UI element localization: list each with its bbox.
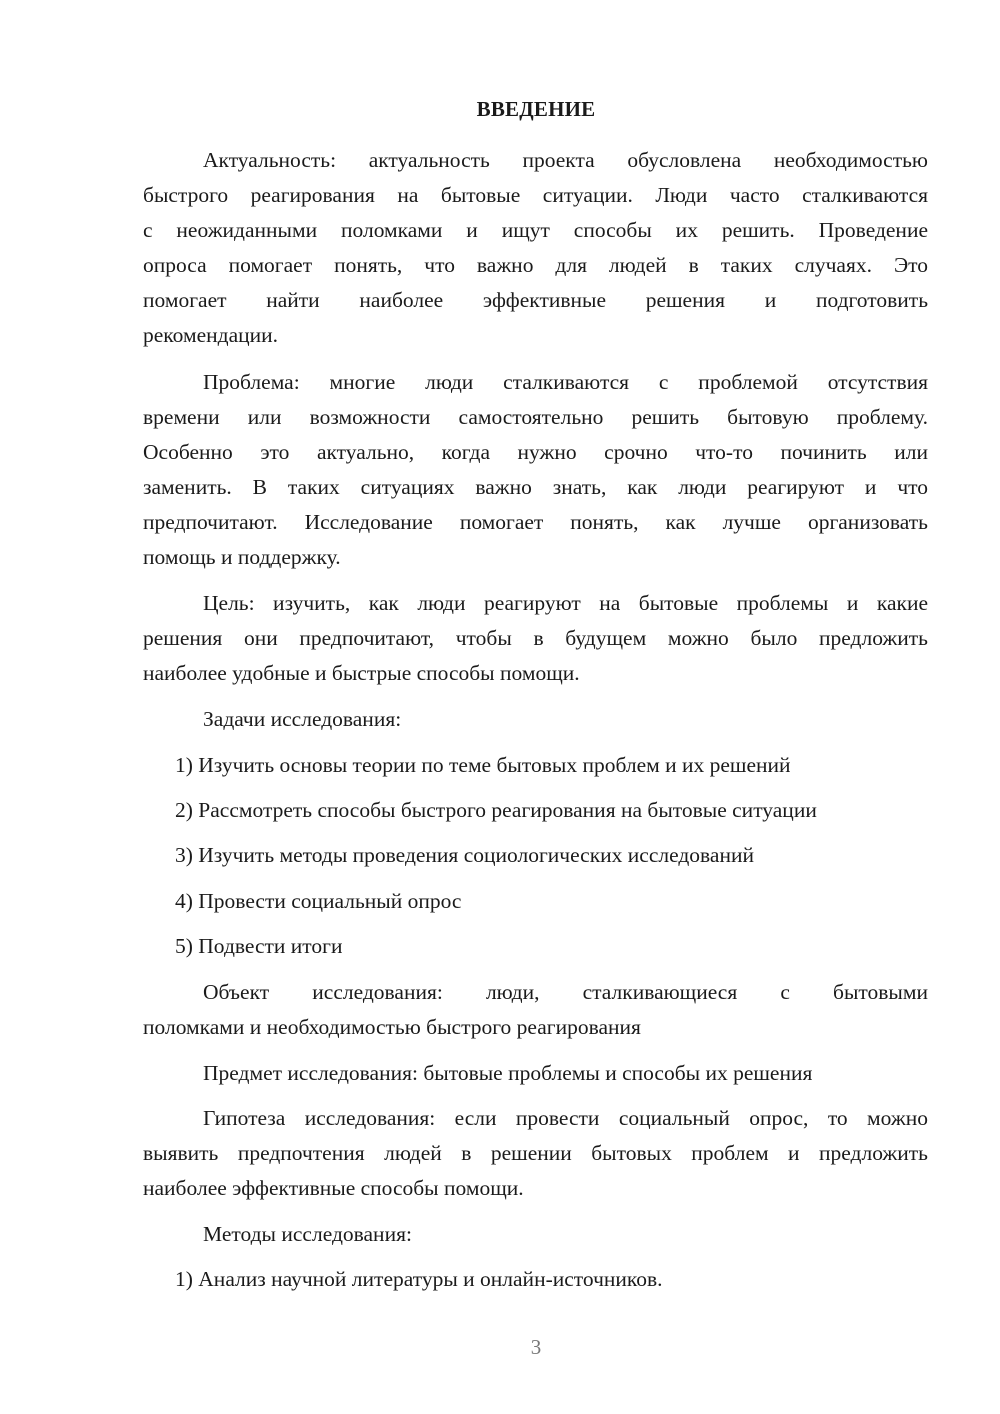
subject-paragraph: Предмет исследования: бытовые проблемы и способы их решения — [203, 1061, 813, 1085]
paragraph-line: Проблема: многие люди сталкиваются с проблемой отсутствия — [203, 370, 928, 394]
paragraph-line: поломками и необходимостью быстрого реагирования — [143, 1015, 641, 1039]
paragraph-line: помогает найти наиболее эффективные решения и подготовить — [143, 288, 928, 312]
task-item: 1) Изучить основы теории по теме бытовых проблем и их решений — [175, 753, 791, 777]
paragraph-line: помощь и поддержку. — [143, 545, 341, 569]
paragraph-line: предпочитают. Исследование помогает понять, как лучше организовать — [143, 510, 928, 534]
tasks-heading: Задачи исследования: — [203, 707, 402, 731]
paragraph-line: решения они предпочитают, чтобы в будущем можно было предложить — [143, 626, 928, 650]
paragraph-line: Актуальность: актуальность проекта обусловлена необходимостью — [203, 148, 928, 172]
paragraph-line: наиболее эффективные способы помощи. — [143, 1176, 524, 1200]
paragraph-line: Особенно это актуально, когда нужно срочно что-то починить или — [143, 440, 928, 464]
paragraph-line: выявить предпочтения людей в решении бытовых проблем и предложить — [143, 1141, 928, 1165]
task-item: 4) Провести социальный опрос — [175, 889, 462, 913]
paragraph-line: с неожиданными поломками и ищут способы их решить. Проведение — [143, 218, 928, 242]
task-item: 5) Подвести итоги — [175, 934, 343, 958]
paragraph-line: Объект исследования: люди, сталкивающиеся с бытовыми — [203, 980, 928, 1004]
paragraph-line: рекомендации. — [143, 323, 279, 347]
paragraph-line: быстрого реагирования на бытовые ситуации. Люди часто сталкиваются — [143, 183, 928, 207]
paragraph-line: заменить. В таких ситуациях важно знать, как люди реагируют и что — [143, 475, 928, 499]
task-item: 3) Изучить методы проведения социологических исследований — [175, 843, 754, 867]
page-number: 3 — [530, 1335, 542, 1359]
paragraph-line: Цель: изучить, как люди реагируют на бытовые проблемы и какие — [203, 591, 928, 615]
methods-heading: Методы исследования: — [203, 1222, 412, 1246]
section-title: ВВЕДЕНИЕ — [476, 97, 596, 121]
method-item: 1) Анализ научной литературы и онлайн-источников. — [175, 1267, 663, 1291]
paragraph-line: времени или возможности самостоятельно решить бытовую проблему. — [143, 405, 928, 429]
paragraph-line: наиболее удобные и быстрые способы помощи. — [143, 661, 580, 685]
paragraph-line: опроса помогает понять, что важно для людей в таких случаях. Это — [143, 253, 928, 277]
task-item: 2) Рассмотреть способы быстрого реагирования на бытовые ситуации — [175, 798, 817, 822]
paragraph-line: Гипотеза исследования: если провести социальный опрос, то можно — [203, 1106, 928, 1130]
